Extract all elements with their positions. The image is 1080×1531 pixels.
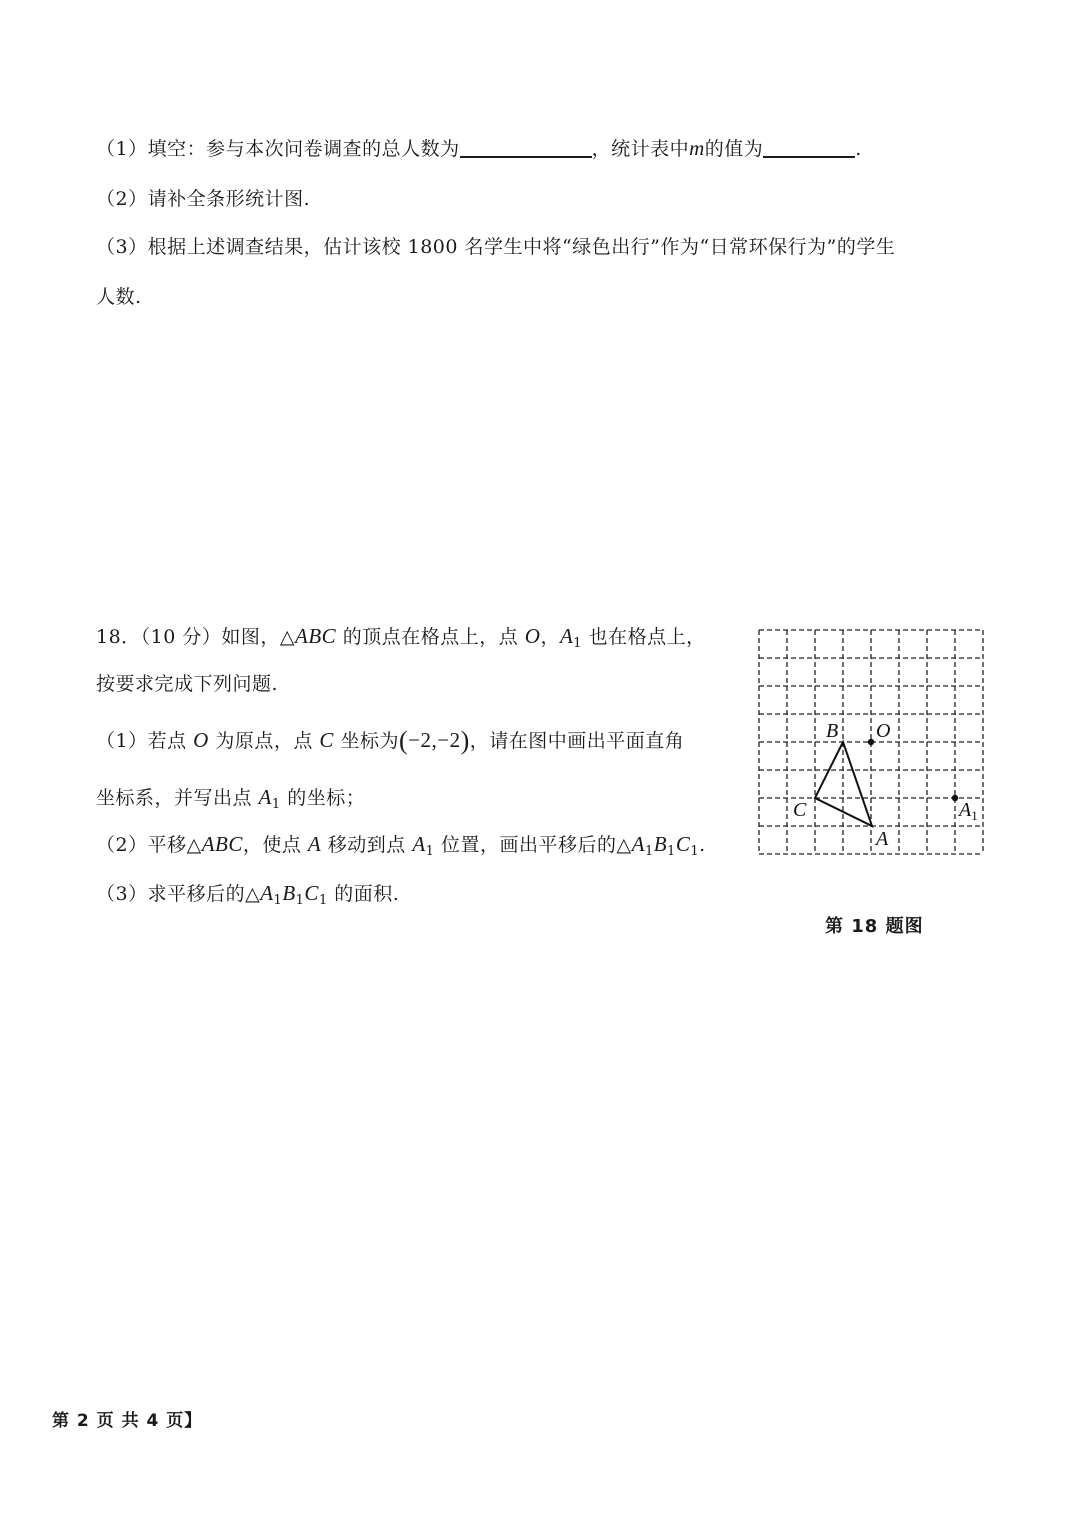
point-a1 [952, 795, 958, 801]
q18-part1-text-3: 坐标为 [333, 730, 399, 752]
point-a1-label: A [412, 832, 426, 856]
coordinate-value: −2,−2 [408, 728, 461, 752]
q18-part3 [96, 879, 399, 915]
q18-header [96, 622, 706, 658]
point-c1-label: C [675, 832, 691, 856]
q18-part1 [96, 726, 684, 755]
q18-part1-text: （1）若点 [96, 730, 194, 752]
subscript: 1 [318, 893, 328, 908]
point-o [868, 739, 874, 745]
answer-blank-total[interactable] [460, 138, 592, 158]
point-a1-label: A [260, 881, 274, 905]
point-a-label: A [307, 832, 322, 856]
label-a1 [957, 799, 978, 823]
q18-part2-text-4: 位置，画出平移后的△ [434, 834, 632, 856]
triangle-abc-label: ABC [201, 832, 243, 856]
q17-part1 [96, 134, 862, 163]
point-c-label: C [319, 728, 334, 752]
q18-part1-text-4: ，请在图中画出平面直角 [469, 730, 685, 752]
triangle-abc-label: ABC [295, 624, 337, 648]
point-a1-label: A [258, 785, 272, 809]
paren-close: ) [460, 726, 470, 755]
variable-m: m [689, 136, 705, 160]
q17-part3-line1: （3）根据上述调查结果，估计该校 1800 名学生中将“绿色出行”作为“日常环保行为”的学生 [96, 236, 896, 258]
subscript: 1 [271, 797, 281, 812]
label-a: A [876, 828, 889, 850]
point-a1-label: A [559, 624, 574, 648]
subscript: 1 [667, 844, 676, 859]
q18-part2-text-2: ，使点 [242, 834, 308, 856]
q17-part1-end: . [855, 138, 862, 160]
label-b: B [826, 720, 839, 742]
point-c1-label: C [304, 881, 319, 905]
q17-part3-line2: 人数. [96, 286, 142, 308]
subscript: 1 [690, 844, 700, 859]
q18-part3-text: （3）求平移后的△ [96, 883, 261, 905]
q18-part2-text: （2）平移△ [96, 834, 202, 856]
subscript: 1 [273, 893, 283, 908]
point-a1-label: A [631, 832, 645, 856]
q18-part1-line2-text: 坐标系，并写出点 [96, 787, 259, 809]
grid-figure [740, 620, 1000, 865]
q17-part1-text: （1）填空：参与本次问卷调查的总人数为 [96, 138, 460, 160]
q18-part2 [96, 830, 706, 866]
q18-header-text: 18．（10 分）如图，△ [96, 626, 296, 648]
label-c: C [793, 799, 807, 821]
subscript: 1 [644, 844, 654, 859]
q18-part2-end: . [699, 834, 706, 856]
subscript: 1 [573, 636, 583, 651]
q17-part2: （2）请补全条形统计图. [96, 188, 311, 210]
q18-part2-text-3: 移动到点 [321, 834, 413, 856]
q17-part1-text-2: ，统计表中 [591, 138, 690, 160]
answer-blank-m[interactable] [763, 138, 855, 158]
label-a1-letter: A [959, 799, 972, 821]
point-o-label: O [193, 728, 209, 752]
paren-open: ( [398, 726, 409, 755]
q18-part1-line2 [96, 783, 365, 819]
q18-header-line2: 按要求完成下列问题. [96, 673, 279, 695]
subscript: 1 [425, 844, 435, 859]
q18-part1-line2-text-2: 的坐标； [280, 787, 366, 809]
q17-part1-text-3: 的值为 [704, 138, 764, 160]
q18-header-comma: ， [540, 626, 560, 648]
q18-part1-text-2: 为原点，点 [208, 730, 320, 752]
label-a1-subscript: 1 [971, 808, 978, 823]
figure-caption: 第 18 题图 [825, 916, 924, 937]
label-o: O [876, 720, 891, 742]
q18-header-text-3: 也在格点上， [582, 626, 706, 648]
q18-header-text-2: 的顶点在格点上，点 [336, 626, 525, 648]
q18-part3-text-2: 的面积. [327, 883, 400, 905]
subscript: 1 [295, 893, 305, 908]
point-b1-label: B [282, 881, 296, 905]
page-footer: 第 2 页 共 4 页】 [52, 1411, 203, 1431]
point-o-label: O [524, 624, 541, 648]
point-b1-label: B [653, 832, 668, 856]
